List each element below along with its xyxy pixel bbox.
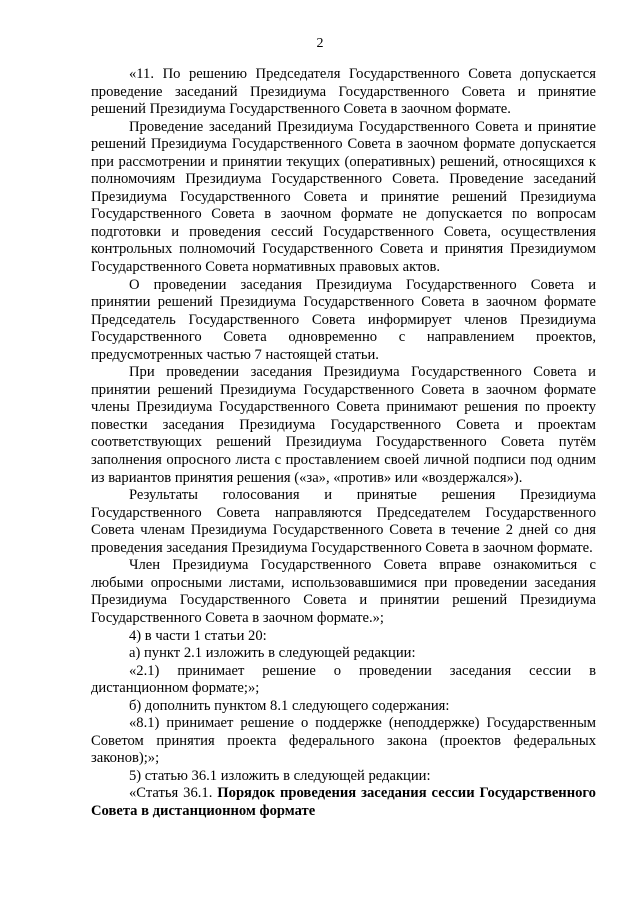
paragraph-5: Результаты голосования и принятые решения Президиума Государственного Совета направляются Председателем Государственного Совета членам Президиума Государственного Совета в течение 2 дней со дня проведения заседания Президиума Государственного Совета в заочном формате. [91, 487, 596, 556]
amendment-text-8-1: «8.1) принимает решение о поддержке (неподдержке) Государственным Советом принятия проекта федерального закона (проектов федеральных законов);»; [91, 715, 596, 767]
amendment-text-2-1: «2.1) принимает решение о проведении заседания сессии в дистанционном формате;»; [91, 662, 596, 697]
page-number: 2 [316, 36, 324, 51]
article-heading-title: Порядок проведения заседания сессии Государственного Совета в дистанционном формате [91, 785, 596, 819]
paragraph-4: При проведении заседания Президиума Государственного Совета и принятии решений Президиума Государственного Совета в заочном формате члены Президиума Государственного Совета принимают решения по проекту повестки заседания Президиума Государственного Совета и проектам соответствующих решений Президиума Государственного Совета путём заполнения опросного листа с проставлением своей личной подписи под одним из вариантов принятия решения («за», «против» или «воздержался»). [91, 364, 596, 486]
document-body [91, 66, 596, 821]
paragraph-2: Проведение заседаний Президиума Государственного Совета и принятие решений Президиума Государственного Совета в заочном формате допускается при рассмотрении и принятии текущих (оперативных) решений, относящихся к полномочиям Президиума Государственного Совета. Проведение заседаний Президиума Государственного Совета и принятие решений Президиума Государственного Совета в заочном формате не допускается по вопросам подготовки и проведения сессий Государственного Совета, осуществления контрольных полномочий Государственного Совета и принятия Президиумом Государственного Совета нормативных правовых актов. [91, 118, 596, 276]
amendment-subitem-a: а) пункт 2.1 изложить в следующей редакции: [129, 645, 416, 662]
amendment-item-5: 5) статью 36.1 изложить в следующей редакции: [129, 767, 431, 784]
amendment-subitem-b: б) дополнить пунктом 8.1 следующего содержания: [129, 697, 450, 714]
paragraph-6: Член Президиума Государственного Совета вправе ознакомиться с любыми опросными листами, использовавшимися при проведении заседания Президиума Государственного Совета и принятии решений Президиума Государственного Совета в заочном формате.»; [91, 557, 596, 626]
article-heading [91, 785, 596, 820]
amendment-item-4: 4) в части 1 статьи 20: [129, 627, 267, 644]
paragraph-3: О проведении заседания Президиума Государственного Совета и принятии решений Президиума Государственного Совета в заочном формате Председатель Государственного Совета информирует членов Президиума Государственного Совета одновременно с направлением проектов, предусмотренных частью 7 настоящей статьи. [91, 276, 596, 363]
paragraph-1: «11. По решению Председателя Государственного Совета допускается проведение заседаний Президиума Государственного Совета и принятие решений Президиума Государственного Совета в заочном формате. [91, 66, 596, 118]
article-heading-prefix: «Статья 36.1. [129, 785, 213, 802]
